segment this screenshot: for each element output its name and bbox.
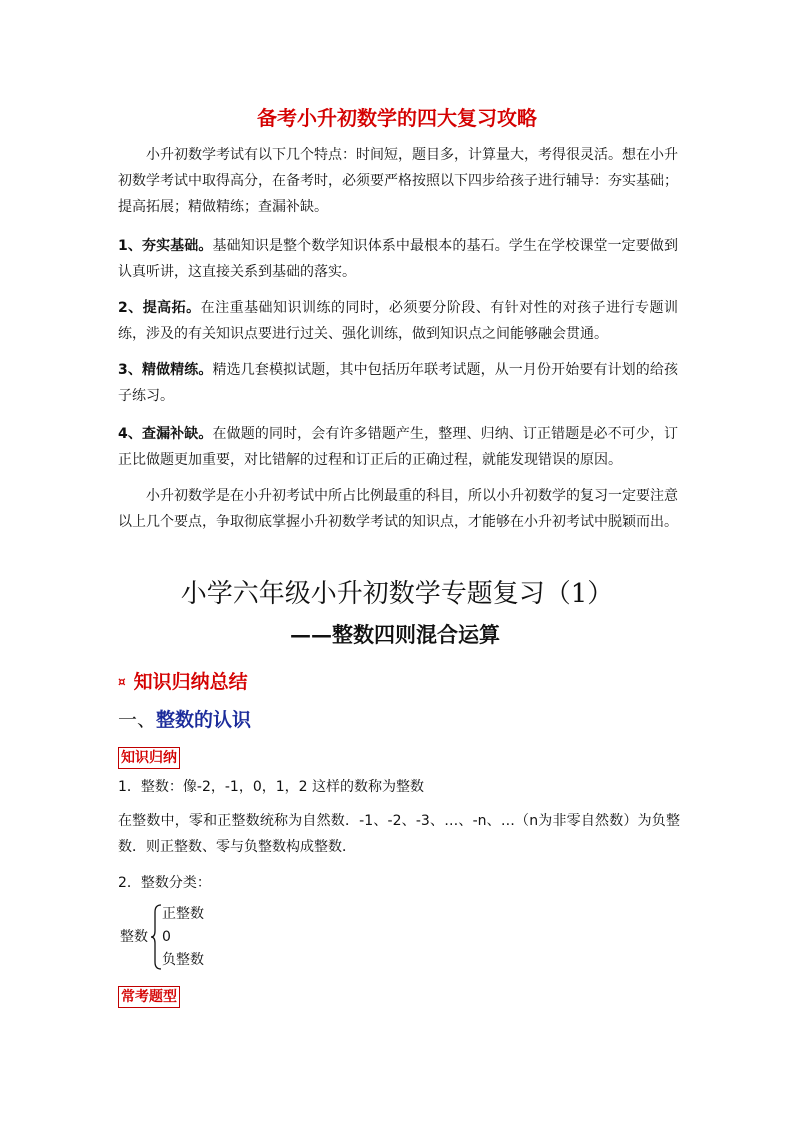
part-one-title: 整数的认识	[156, 709, 252, 731]
part-one-heading	[118, 706, 251, 734]
knowledge-tag: 知识归纳	[118, 747, 180, 769]
intro-paragraph: 小升初数学考试有以下几个特点：时间短，题目多，计算量大，考得很灵活。想在小升初数学考试中取得高分，在备考时，必须要严格按照以下四步给孩子进行辅导：夯实基础；提高拓展；精做精练；查漏补缺。	[118, 147, 678, 215]
classification-branch-negative: 负整数	[162, 952, 204, 968]
point-1-title: 1、夯实基础。	[118, 238, 213, 254]
classification-branch-zero: 0	[162, 929, 171, 945]
point-3-title: 3、精做精练。	[118, 362, 213, 378]
bullet-icon: ¤	[118, 675, 126, 689]
point-2-body: 在注重基础知识训练的同时，必须要分阶段、有针对性的对孩子进行专题训练，涉及的有关知识点要进行过关、强化训练，做到知识点之间能够融会贯通。	[118, 300, 678, 342]
point-4	[118, 421, 678, 473]
classification-branch-positive: 正整数	[162, 906, 204, 922]
item-1-detail: 在整数中，零和正整数统称为自然数．-1、-2、-3、…、-n、…（n为非零自然数）为负整数．则正整数、零与负整数构成整数．	[118, 813, 680, 855]
point-3-body: 精选几套模拟试题，其中包括历年联考试题，从一月份开始要有计划的给孩子练习。	[118, 362, 679, 404]
item-1: 1．整数：像-2，-1，0，1，2 这样的数称为整数	[118, 779, 424, 795]
item-2: 2．整数分类：	[118, 875, 211, 891]
point-2-title: 2、提高拓。	[118, 300, 201, 316]
point-4-body: 在做题的同时，会有许多错题产生，整理、归纳、订正错题是必不可少，订正比做题更加重要，对比错解的过程和订正后的正确过程，就能发现错误的原因。	[118, 426, 679, 468]
point-1-body: 基础知识是整个数学知识体系中最根本的基石。学生在学校课堂一定要做到认真听讲，这直接关系到基础的落实。	[118, 238, 679, 280]
common-question-tag: 常考题型	[118, 986, 180, 1008]
classification-root: 整数	[120, 929, 148, 945]
part-one-number: 一、	[118, 709, 157, 731]
point-3	[118, 357, 678, 409]
summary-heading	[118, 668, 248, 696]
document-title: 备考小升初数学的四大复习攻略	[257, 106, 537, 130]
section-title: 小学六年级小升初数学专题复习（1）	[180, 579, 614, 609]
summary-heading-text: 知识归纳总结	[133, 671, 248, 693]
left-brace-icon	[150, 904, 162, 970]
point-4-title: 4、查漏补缺。	[118, 426, 213, 442]
closing-paragraph: 小升初数学是在小升初考试中所占比例最重的科目，所以小升初数学的复习一定要注意以上几个要点，争取彻底掌握小升初数学考试的知识点，才能够在小升初考试中脱颖而出。	[118, 488, 678, 530]
point-1	[118, 233, 678, 285]
point-2	[118, 295, 678, 347]
section-subtitle: ——整数四则混合运算	[290, 622, 500, 647]
integer-classification	[118, 902, 318, 972]
